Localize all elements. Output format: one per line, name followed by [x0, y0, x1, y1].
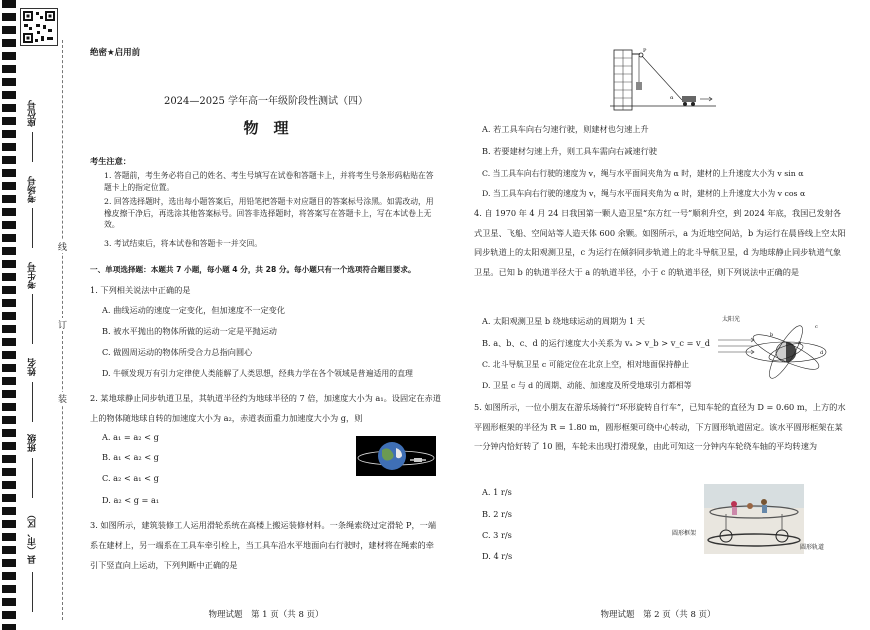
page-2	[472, 0, 862, 630]
cut-word-bind: 订	[58, 318, 67, 331]
q5-stem: 5. 如图所示，一位小朋友在游乐场骑行“环形旋转自行车”，已知车轮的直径为 D = 0.60 m，上方的水平圆形框架的半径为 R = 1.80 m，圆形框架可绕中心转动，下方圆形轨道固定。该水平圆形框架在某一分钟内恰好转了 10 圈，车轮未出现打滑现象，由此可知这一分钟内车轮绕车轴的平均转速为	[474, 402, 846, 451]
q5-option-d: D. 4 r/s	[482, 551, 513, 561]
county-line	[32, 572, 33, 612]
svg-text:b: b	[770, 332, 774, 338]
exam-no-label: 考生号	[28, 262, 38, 289]
exam-room-line	[32, 208, 33, 248]
q3-stem: 3. 如图所示，建筑装修工人运用滑轮系统在高楼上搬运装修材料。一条绳索绕过定滑轮 P，一端系在建材上，另一端系在工具车牵引栓上，当工具车沿水平地面向右行驶时，建材将在绳索的牵引下竖直向上运动，下列判断中正确的是	[90, 520, 437, 570]
q2-option-a: A. a₁ = a₂ < g	[102, 432, 159, 442]
svg-text:d: d	[820, 350, 824, 356]
section-1-heading: 一、单项选择题：本题共 7 小题，每小题 4 分，共 28 分。每小题只有一个选项符合题目要求。	[90, 265, 416, 274]
cut-word-line: 线	[58, 240, 67, 253]
exam-room-label: 考场号	[28, 176, 38, 203]
q1-stem: 1. 下列相关说法中正确的是	[90, 285, 191, 295]
notice-title: 考生注意：	[90, 156, 131, 166]
q5-option-a: A. 1 r/s	[482, 487, 512, 497]
seat-label: 座位号	[28, 100, 38, 127]
circular-frame-label: 圆形框架	[672, 530, 697, 537]
county-label: 县（市、区）	[28, 510, 38, 564]
circular-track-label: 圆形轨道	[800, 544, 825, 551]
exam-title: 2024—2025 学年高一年级阶段性测试（四）	[163, 96, 369, 107]
notice-2: 2. 回答选择题时，选出每小题答案后，用铅笔把答题卡对应题目的答案标号涂黑。如需改动，用橡皮擦干净后，再选涂其他答案标号。回答非选择题时，将答案写在答题卡上，写在本试卷上无效。	[104, 197, 434, 229]
q3-option-c: C. 当工具车向右行驶的速度为 v，绳与水平面间夹角为 α 时，建材的上升速度大小为 v sin α	[482, 169, 804, 178]
q3-option-b: B. 若要建材匀速上升，则工具车需向右减速行驶	[482, 146, 657, 156]
q3-option-d: D. 当工具车向右行驶的速度为 v，绳与水平面间夹角为 α 时，建材的上升速度大小为 v cos α	[482, 189, 806, 198]
name-label: 姓名	[28, 358, 38, 376]
q5-option-b: B. 2 r/s	[482, 509, 512, 519]
class-label: 班级	[28, 434, 38, 452]
barcode-stripes	[2, 0, 16, 630]
svg-text:a: a	[798, 340, 801, 346]
q1-option-d: D. 牛顿发现万有引力定律使人类能解了人类思想，经典力学在各个领域是普遍适用的直理	[102, 369, 413, 378]
q4-option-c: C. 北斗导航卫星 c 可能定位在北京上空，相对地面保持静止	[482, 360, 690, 369]
notice-1: 1. 答题前，考生务必将自己的姓名、考生号填写在试卷和答题卡上，并将考生号条形码粘贴在答题卡上的指定位置。	[104, 171, 434, 192]
q4-option-a: A. 太阳观测卫星 b 绕地球运动的周期为 1 天	[482, 316, 645, 326]
pulley-building-figure	[608, 44, 718, 114]
q3-option-a: A. 若工具车向右匀速行驶，则建材也匀速上升	[482, 124, 649, 134]
q1-option-c: C. 做圆周运动的物体所受合力总指向圆心	[102, 347, 253, 357]
rotating-bicycle-photo	[704, 484, 804, 554]
q5-option-c: C. 3 r/s	[482, 530, 512, 540]
cut-word-install: 装	[58, 392, 67, 405]
q1-option-a: A. 曲线运动的速度一定变化，但加速度不一定变化	[102, 305, 286, 315]
q2-option-b: B. a₁ < a₂ < g	[102, 452, 159, 462]
earth-satellite-image	[356, 436, 436, 476]
q2-option-d: D. a₂ < g = a₁	[102, 495, 160, 505]
qr-code-icon	[20, 8, 58, 46]
secret-mark: 绝密★启用前	[90, 48, 141, 58]
q2-stem: 2. 某地球静止同步轨道卫星，其轨道半径约为地球半径的 7 倍，加速度大小为 a₁。设固定在赤道上的物体随地球自转的加速度大小为 a₂，赤道表面重力加速度大小为 g，则	[90, 393, 441, 423]
svg-text:c: c	[815, 324, 818, 330]
binding-strip	[0, 0, 72, 630]
notice-3: 3. 考试结束后，将本试卷和答题卡一并交回。	[104, 239, 263, 248]
q4-stem: 4. 自 1970 年 4 月 24 日我国第一颗人造卫星“东方红一号”顺利升空，到 2024 年底，我国已发射各式卫星、飞船、空间站等人造天体 600 余颗。如图所示，a 为近地空间站，b 为运行在晨昏线上空太阳同步轨道上的太阳观测卫星，c 为运行在倾斜同步轨道上的北斗导航卫星，d 为地球静止同步轨道气象卫星。已知 b 的轨道半径大于 a 的轨道半径，小于 c 的轨道半径，则下列说法中正确的是	[474, 208, 846, 277]
q4-option-d: D. 卫星 c 与 d 的周期、动能、加速度及所受地球引力都相等	[482, 381, 692, 390]
q2-option-c: C. a₂ < a₁ < g	[102, 473, 159, 483]
sunlight-label: 太阳光	[722, 316, 741, 323]
svg-text:P: P	[643, 48, 647, 54]
subject-title: 物 理	[243, 119, 289, 137]
page-2-footer: 物理试题 第 2 页（共 8 页）	[600, 610, 716, 620]
q1-option-b: B. 被水平抛出的物体所做的运动一定是平抛运动	[102, 326, 277, 336]
q4-option-b: B. a、b、c、d 的运行速度大小关系为 vₐ > v_b > v_c = v_d	[482, 338, 711, 348]
page-1-footer: 物理试题 第 1 页（共 8 页）	[208, 610, 324, 620]
seat-line	[32, 132, 33, 162]
page-1	[80, 0, 452, 630]
class-line	[32, 458, 33, 498]
exam-no-line	[32, 294, 33, 344]
name-line	[32, 382, 33, 422]
svg-text:α: α	[670, 95, 674, 101]
satellite-orbits-figure	[714, 314, 834, 386]
